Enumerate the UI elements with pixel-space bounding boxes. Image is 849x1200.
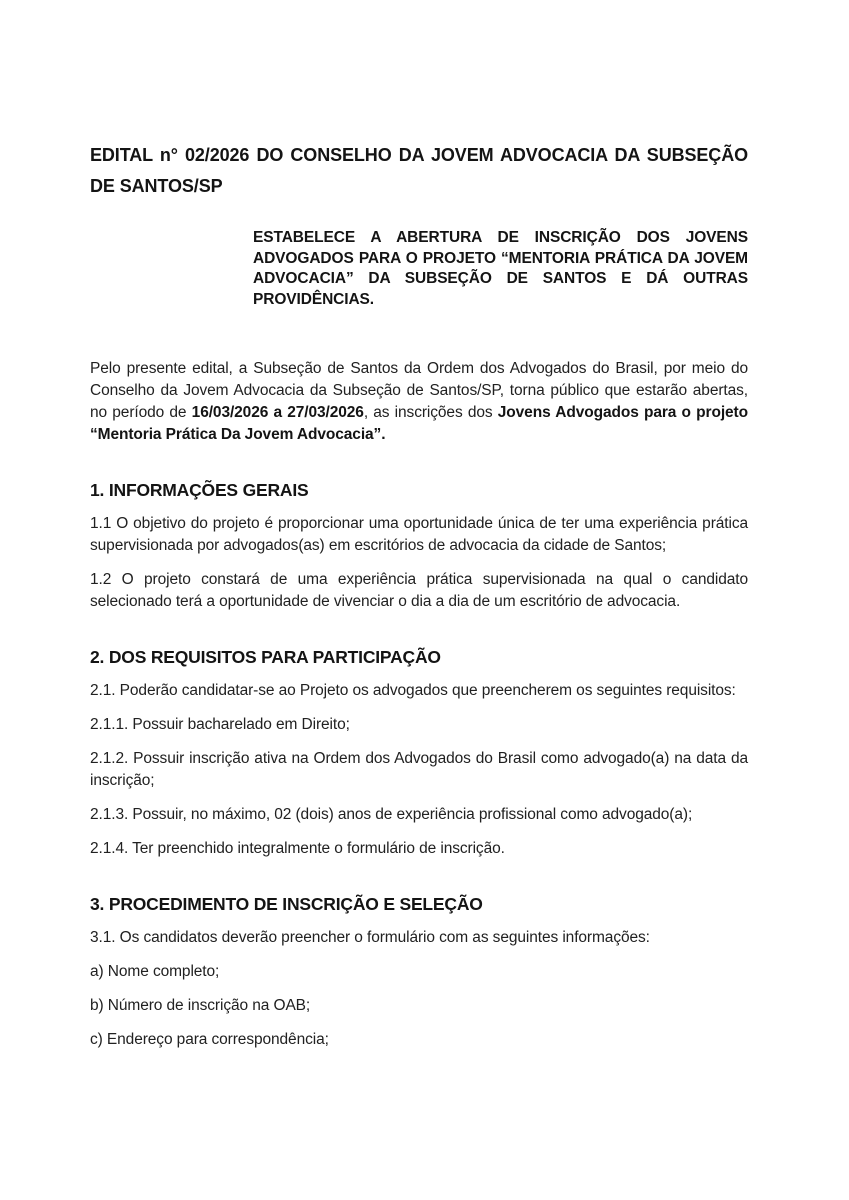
document-title: EDITAL n° 02/2026 DO CONSELHO DA JOVEM ADVOCACIA DA SUBSEÇÃO DE SANTOS/SP [90,145,748,196]
section-2-item-2-1-4: 2.1.4. Ter preenchido integralmente o formulário de inscrição. [90,840,505,857]
intro-bold-dates: 16/03/2026 a 27/03/2026 [191,404,364,421]
section-2-heading: 2. DOS REQUISITOS PARA PARTICIPAÇÃO [90,647,441,667]
section-3-item-3-1: 3.1. Os candidatos deverão preencher o formulário com as seguintes informações: [90,929,650,946]
section-3-item-c: c) Endereço para correspondência; [90,1031,329,1048]
section-1-item-1-1: 1.1 O objetivo do projeto é proporcionar uma oportunidade única de ter uma experiência prática supervisionada por advogados(as) em escritórios de advocacia da cidade de Santos; [90,515,748,554]
intro-text-2: , as inscrições dos [363,404,498,421]
section-3-item-a: a) Nome completo; [90,963,220,980]
section-3-item-b: b) Número de inscrição na OAB; [90,997,311,1014]
section-2-item-2-1-2: 2.1.2. Possuir inscrição ativa na Ordem dos Advogados do Brasil como advogado(a) na data da inscrição; [90,750,748,789]
preamble-paragraph: ESTABELECE A ABERTURA DE INSCRIÇÃO DOS JOVENS ADVOGADOS PARA O PROJETO “MENTORIA PRÁTICA DA JOVEM ADVOCACIA” DA SUBSEÇÃO DE SANTOS E DÁ OUTRAS PROVIDÊNCIAS. [253,229,748,308]
intro-text-1: Pelo presente edital, a Subseção de Santos da Ordem dos Advogados do Brasil, por meio do Conselho da Jovem Advocacia da Subseção de Santos/SP, torna público que estarão abertas, no período de [90,360,748,421]
intro-bold-project: Jovens Advogados para o projeto “Mentoria Prática Da Jovem Advocacia”. [90,404,748,443]
section-2-item-2-1: 2.1. Poderão candidatar-se ao Projeto os advogados que preencherem os seguintes requisitos: [90,682,736,699]
section-1-heading: 1. INFORMAÇÕES GERAIS [90,480,309,500]
section-3-heading: 3. PROCEDIMENTO DE INSCRIÇÃO E SELEÇÃO [90,894,483,914]
section-2-item-2-1-1: 2.1.1. Possuir bacharelado em Direito; [90,716,350,733]
section-1-item-1-2: 1.2 O projeto constará de uma experiência prática supervisionada na qual o candidato selecionado terá a oportunidade de vivenciar o dia a dia de um escritório de advocacia. [90,571,748,610]
intro-paragraph [90,358,748,446]
section-2-item-2-1-3: 2.1.3. Possuir, no máximo, 02 (dois) anos de experiência profissional como advogado(a); [90,806,693,823]
